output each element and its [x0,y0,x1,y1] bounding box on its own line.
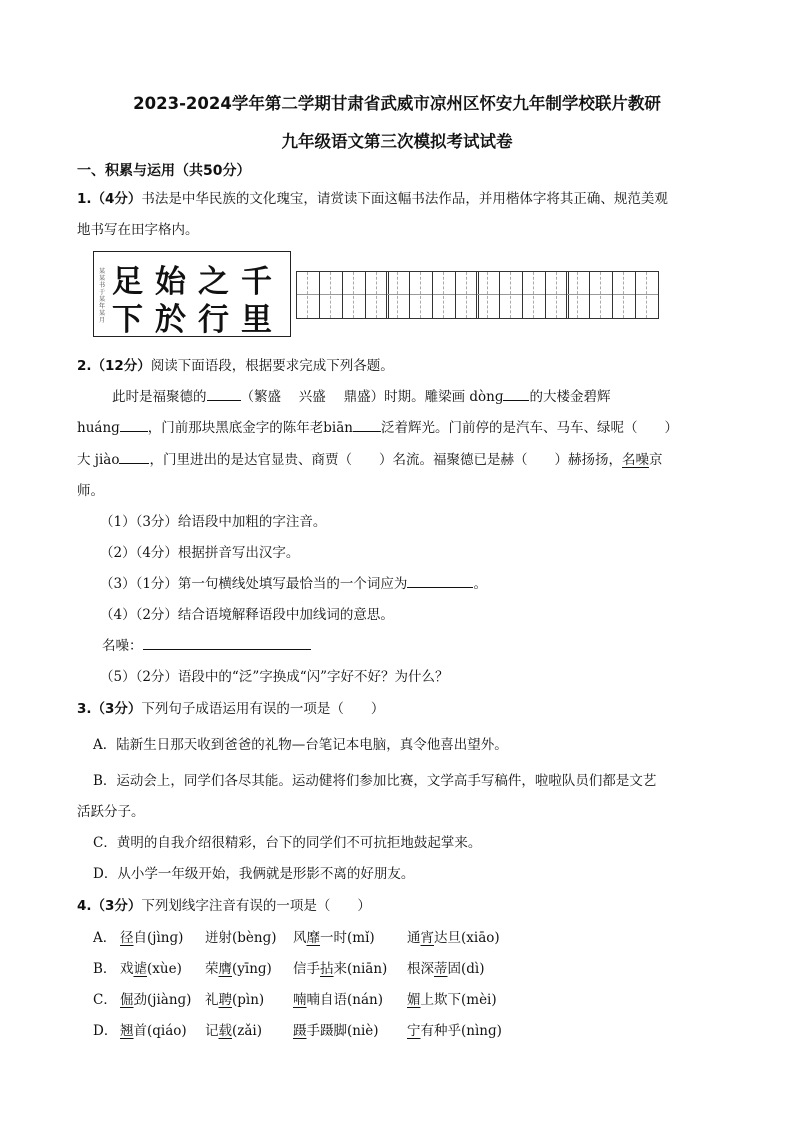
fill-blank[interactable] [207,386,241,401]
underlined-char: 蒂 [434,961,448,977]
q4-word: 媚上欺下(mèi) [407,992,497,1008]
q2-passage-line3: 大 jiào ，门里进出的是达官显贵、商贾（ ）名流。福聚德已是赫（ ）赫扬扬，名噪京 [77,448,662,468]
q4-option-b[interactable]: B． [93,961,117,977]
q4-word: 礼聘(pìn) [205,992,265,1008]
q3-option-d[interactable]: D．从小学一年级开始，我俩就是形影不离的好朋友。 [93,866,415,882]
q2-label: 2.（12分） [77,358,151,374]
q4-word: 戏谑(xùe) [120,961,182,977]
q4-header [77,894,371,914]
calligraphy-row2: 下於行里 [112,302,284,338]
underlined-char: 宁 [407,1023,421,1039]
q3-option-b-cont: 活跃分子。 [77,804,145,820]
q4-word: 荣膺(yīnɡ) [205,961,272,977]
q2-sub4: （4）（2分）结合语境解释语段中加线词的意思。 [100,607,394,623]
q4-stem: 下列划线字注音有误的一项是（ ） [141,898,371,914]
q1-text2: 地书写在田字格内。 [77,222,199,238]
q3-option-c[interactable]: C．黄明的自我介绍很精彩，台下的同学们不可抗拒地鼓起掌来。 [93,835,482,851]
q3-label: 3.（3分） [77,701,142,717]
fill-blank[interactable] [120,417,148,432]
q1-line1 [77,187,668,207]
q4-word: 蹑手蹑脚(niè) [293,1023,379,1039]
writing-grid-2[interactable] [387,271,479,319]
underlined-char: 靡 [306,930,320,946]
exam-title-line1: 2023-2024学年第二学期甘肃省武威市凉州区怀安九年制学校联片教研 [133,94,661,113]
q4-label: 4.（3分） [77,898,142,914]
underlined-char: 喃 [293,992,307,1008]
q4-option-d[interactable]: D． [93,1023,118,1039]
underlined-char: 膺 [218,961,232,977]
underlined-char: 载 [218,1023,232,1039]
underlined-char: 宵 [420,930,434,946]
q4-word: 迸射(bènɡ) [205,930,277,946]
underlined-char: 媚 [407,992,421,1008]
underlined-char: 谑 [133,961,147,977]
q4-option-a[interactable]: A． [93,930,117,946]
q4-word: 翘首(qiáo) [120,1023,187,1039]
underlined-char: 聘 [218,992,232,1008]
fill-blank[interactable] [353,417,381,432]
q2-sub1: （1）（3分）给语段中加粗的字注音。 [100,514,327,530]
q3-stem: 下列句子成语运用有误的一项是（ ） [141,701,385,717]
q4-word: 径自(jìnɡ) [120,930,184,946]
fill-blank[interactable] [503,386,529,401]
q4-word: 信手拈来(niān) [293,961,388,977]
calligraphy-artwork [93,251,291,337]
q2-sub3: （3）（1分）第一句横线处填写最恰当的一个词应为 。 [100,572,487,592]
underlined-term: 名噪 [621,452,649,468]
section-heading: 一、积累与运用（共50分） [77,163,251,179]
q4-word: 风靡一时(mǐ) [293,930,375,946]
q2-sub5: （5）（2分）语段中的“泛”字换成“闪”字好不好？为什么？ [100,669,449,685]
q3-header [77,697,384,717]
writing-grid-1[interactable] [297,271,389,319]
q2-sub2: （2）（4分）根据拼音写出汉字。 [100,545,300,561]
calligraphy-seal: 某某书于某年某月 [99,268,106,324]
underlined-char: 拈 [320,961,334,977]
underlined-char: 倔 [120,992,134,1008]
fill-blank[interactable] [119,449,149,464]
calligraphy-row1: 足始之千 [112,264,284,300]
q4-word: 喃喃自语(nán) [293,992,383,1008]
q4-word: 根深蒂固(dì) [407,961,485,977]
q3-option-a[interactable]: A．陆新生日那天收到爸爸的礼物—台笔记本电脑，真令他喜出望外。 [93,737,508,753]
q4-word: 记载(zǎi) [205,1023,263,1039]
q1-label: 1.（4分） [77,191,142,207]
answer-blank[interactable] [143,635,311,650]
q1-text1: 书法是中华民族的文化瑰宝，请赏读下面这幅书法作品，并用楷体字将其正确、规范美观 [141,191,668,207]
q2-passage-line4: 师。 [77,483,104,499]
answer-blank[interactable] [407,573,473,588]
q2-header [77,354,394,374]
q2-passage-line2: huánɡ ，门前那块黑底金字的陈年老biān 泛着辉光。门前停的是汽车、马车、绿呢（ ） [77,416,678,436]
q4-word: 通宵达旦(xiāo) [407,930,500,946]
q2-intro: 阅读下面语段，根据要求完成下列各题。 [150,358,394,374]
underlined-char: 翘 [120,1023,134,1039]
exam-title-line2: 九年级语文第三次模拟考试试卷 [281,132,513,151]
q2-passage-line1: 此时是福聚德的 （繁盛 兴盛 鼎盛）时期。雕梁画 dònɡ 的大楼金碧辉 [112,385,610,405]
writing-grid-3[interactable] [477,271,569,319]
q3-option-b[interactable]: B．运动会上，同学们各尽其能。运动健将们参加比赛，文学高手写稿件，啦啦队员们都是文艺 [93,773,657,789]
q4-option-c[interactable]: C． [93,992,117,1008]
q2-sub4-answer: 名噪： [102,634,311,654]
writing-grid-4[interactable] [567,271,659,319]
underlined-char: 径 [120,930,134,946]
q4-word: 宁有种乎(nìnɡ) [407,1023,502,1039]
underlined-char: 蹑 [293,1023,307,1039]
q4-word: 倔劲(jiànɡ) [120,992,192,1008]
